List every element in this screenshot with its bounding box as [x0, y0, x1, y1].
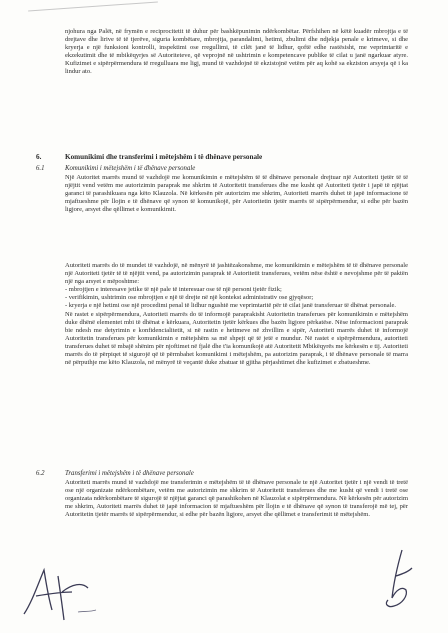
- intro-text: njohura nga Palët, në frymën e reciprocitetit të duhur për bashkëpunimin ndërkombëtar. Përfshihen në këtë kuadër mbrojtja e të drejtave dhe lirive të të tjerëve, siguria kombëtare, mbrojtja, parandalimi, hetimi, zbulimi dhe ndjekja penale e krimeve, si dhe kryerja e një funksioni kontrolli, inspektimi ose rregullimi, të cilët janë të lidhur, qoftë edhe rastësisht, me veprimtaritë e ekzekutimit dhe të mbikëqyrjes së Autoriteteve, që veprojnë në ushtrimin e kompetencave publike të cilat u janë ngarkuar atyre. Kufizimet e sipërpërmendura të rregulluara me ligj, mund të vazhdojnë të ekzistojnë vetëm për aq kohë sa ekziston arsyeja që i ka lindur ato.: [65, 28, 408, 76]
- list-item: - kryerja e një hetimi ose një procedimi penal të lidhur ngushtë me veprimtaritë për të cilat janë transferuar të dhënat personale.: [65, 302, 397, 310]
- intro-paragraph: [65, 28, 408, 77]
- para-text: Në rastet e sipërpërmendura, Autoriteti marrës do të informojë paraprakisht Autoritetin transferues për komunikimin e mëtejshëm duke dhënë elementet mbi të dhënat e kërkuara, Autoritetin tjetër kërkues dhe bazën ligjore përkatëse. Nëse informacioni paraprak bie ndesh me detyrimin e konfidencialitetit, si në rastin e hetimeve në zhvillim e sipër, Autoriteti marrës duhet të informojë Autoritetin transferues për komunikimin e mëtejshëm sa më shpejt që të jetë e mundur. Në rastet e sipërpërmendura, autoriteti transferues duhet të mbajë shënim për njoftimet në fjalë dhe t'ia komunikojë atë Autoritetit Mbikëqyrës me kërkesën e tij. Autoriteti marrës do të përpiqet të sigurojë që të përmbahet komunikimi i mëtejshëm, pa autorizim paraprak, i të dhënave personale të marra në përputhje me këto Klauzola, në mënyrë të veçantë duke zbatuar të gjitha përjashtimet dhe kufizimet e zbatueshme.: [65, 310, 408, 367]
- subsection-6-1-heading: [36, 165, 195, 172]
- para-text: Një Autoritet marrës mund të vazhdojë me komunikimin e mëtejshëm të të dhënave personale drejtuar një Autoriteti tjetër të të njëjtit vend vetëm me autorizimin paraprak me shkrim të Autoritetit transferues dhe me kusht që Autoriteti tjetër i japë të njëjtat garanci të parashikuara nga këto Klauzola. Në kërkesën për autorizim me shkrim, Autoriteti marrës duhet të japë informacione të mjaftueshme për llojin e të dhënave që synon të komunikojë, për Autoritetin tjetër marrës të sipërpërmendur, si edhe për bazën ligjore, arsyet dhe qëllimet e komunikimit.: [65, 174, 408, 214]
- para-text: Autoriteti marrës mund të vazhdojë me transferimin e mëtejshëm të të dhënave personale te një Autoritet tjetër i një vendi të tretë ose një organizate ndërkombëtare, vetëm me autorizimin me shkrim të Autoritetit transferues dhe me kusht që vendi i tretë ose organizata ndërkombëtare të sigurojë të njëjtat garanci që parashikohen në Klauzolat e sipërpërmendura. Në kërkesën për autorizim me shkrim, Autoriteti marrës duhet të japë informacion të mjaftueshëm për llojin e të dhënave që synon të transferojë më tej, për Autoritetin tjetër marrës të sipërpërmendur, si edhe për bazën ligjore, arsyet dhe qëllimet e transferimit të mëtejshëm.: [65, 479, 408, 519]
- section-6-title: Komunikimi dhe transferimi i mëtejshëm i të dhënave personale: [65, 153, 263, 161]
- subsection-6-2-para-1: [65, 479, 408, 519]
- signature-left: [18, 562, 118, 624]
- subsection-6-1-para-2: [65, 262, 408, 367]
- list-item: - verifikimin, ushtrimin ose mbrojtjen e një të drejte në një kontekst administrativ ose gjyqësor;: [65, 294, 314, 302]
- signature-right: [372, 546, 422, 616]
- section-6-heading: [36, 153, 262, 161]
- list-item: - mbrojtjen e interesave jetike të një pale të interesuar ose të një personi tjetër fizik;: [65, 286, 282, 294]
- section-6-number: 6.: [36, 153, 42, 161]
- scan-artifact-line: [28, 1, 158, 11]
- subsection-6-1-number: 6.1: [36, 165, 45, 172]
- subsection-6-2-heading: [36, 470, 194, 477]
- subsection-6-1-para-1: [65, 174, 408, 214]
- subsection-6-2-number: 6.2: [36, 470, 45, 477]
- subsection-6-1-title: Komunikimi i mëtejshëm i të dhënave personale: [65, 165, 196, 172]
- subsection-6-2-title: Transferimi i mëtejshëm i të dhënave personale: [65, 470, 194, 477]
- para-text: Autoriteti marrës do të mundet të vazhdojë, në mënyrë të jashtëzakonshme, me komunikimin e mëtejshëm të të dhënave personale një Autoriteti tjetër të të njëjtit vend, pa autorizimin paraprak të Autoritetit transferues, vetëm nëse është e nevojshme për të paktën një nga arsyet e mëposhtme:: [65, 262, 408, 286]
